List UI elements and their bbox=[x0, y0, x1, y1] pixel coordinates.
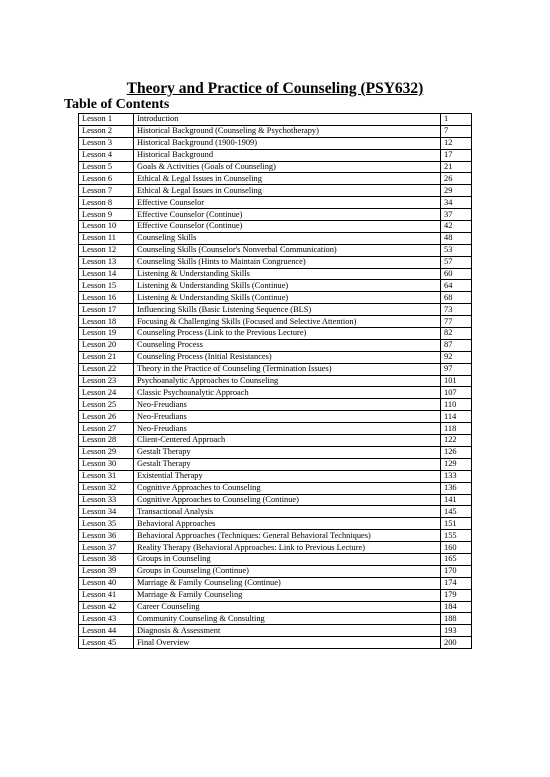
toc-title-cell: Groups in Counseling bbox=[134, 553, 441, 565]
toc-page-cell: 200 bbox=[441, 637, 472, 649]
toc-title-cell: Cognitive Approaches to Counseling bbox=[134, 482, 441, 494]
toc-page-cell: 136 bbox=[441, 482, 472, 494]
toc-page-cell: 1 bbox=[441, 114, 472, 126]
toc-body bbox=[79, 114, 472, 649]
toc-lesson-cell: Lesson 20 bbox=[79, 339, 134, 351]
toc-lesson-cell: Lesson 19 bbox=[79, 328, 134, 340]
toc-lesson-cell: Lesson 16 bbox=[79, 292, 134, 304]
toc-row bbox=[79, 387, 472, 399]
toc-page-cell: 101 bbox=[441, 375, 472, 387]
toc-row bbox=[79, 232, 472, 244]
toc-page-cell: 160 bbox=[441, 542, 472, 554]
toc-title-cell: Counseling Process bbox=[134, 339, 441, 351]
toc-row bbox=[79, 589, 472, 601]
toc-lesson-cell: Lesson 17 bbox=[79, 304, 134, 316]
toc-title-cell: Transactional Analysis bbox=[134, 506, 441, 518]
toc-title-cell: Counseling Process (Initial Resistances) bbox=[134, 351, 441, 363]
toc-title-cell: Historical Background (Counseling & Psychotherapy) bbox=[134, 125, 441, 137]
toc-row bbox=[79, 280, 472, 292]
toc-page-cell: 193 bbox=[441, 625, 472, 637]
toc-lesson-cell: Lesson 43 bbox=[79, 613, 134, 625]
toc-row bbox=[79, 411, 472, 423]
toc-page-cell: 179 bbox=[441, 589, 472, 601]
toc-row bbox=[79, 542, 472, 554]
toc-lesson-cell: Lesson 42 bbox=[79, 601, 134, 613]
document-title: Theory and Practice of Counseling (PSY632) bbox=[126, 80, 424, 97]
toc-page-cell: 26 bbox=[441, 173, 472, 185]
toc-title-cell: Effective Counselor bbox=[134, 197, 441, 209]
toc-row bbox=[79, 339, 472, 351]
toc-row bbox=[79, 470, 472, 482]
toc-lesson-cell: Lesson 34 bbox=[79, 506, 134, 518]
toc-row bbox=[79, 601, 472, 613]
toc-lesson-cell: Lesson 25 bbox=[79, 399, 134, 411]
toc-title-cell: Cognitive Approaches to Counseling (Continue) bbox=[134, 494, 441, 506]
toc-row bbox=[79, 256, 472, 268]
toc-lesson-cell: Lesson 6 bbox=[79, 173, 134, 185]
toc-lesson-cell: Lesson 18 bbox=[79, 316, 134, 328]
toc-heading: Table of Contents bbox=[64, 97, 170, 112]
toc-row bbox=[79, 114, 472, 126]
toc-lesson-cell: Lesson 32 bbox=[79, 482, 134, 494]
toc-row bbox=[79, 173, 472, 185]
toc-title-cell: Theory in the Practice of Counseling (Termination Issues) bbox=[134, 363, 441, 375]
toc-row bbox=[79, 149, 472, 161]
toc-title-cell: Historical Background bbox=[134, 149, 441, 161]
toc-lesson-cell: Lesson 30 bbox=[79, 458, 134, 470]
toc-page-cell: 60 bbox=[441, 268, 472, 280]
toc-title-cell: Final Overview bbox=[134, 637, 441, 649]
toc-lesson-cell: Lesson 11 bbox=[79, 232, 134, 244]
toc-page-cell: 188 bbox=[441, 613, 472, 625]
toc-lesson-cell: Lesson 36 bbox=[79, 530, 134, 542]
toc-lesson-cell: Lesson 4 bbox=[79, 149, 134, 161]
toc-row bbox=[79, 458, 472, 470]
toc-row bbox=[79, 494, 472, 506]
toc-row bbox=[79, 553, 472, 565]
toc-lesson-cell: Lesson 24 bbox=[79, 387, 134, 399]
toc-page-cell: 122 bbox=[441, 435, 472, 447]
toc-page-cell: 64 bbox=[441, 280, 472, 292]
toc-title-cell: Listening & Understanding Skills (Continue) bbox=[134, 280, 441, 292]
toc-lesson-cell: Lesson 3 bbox=[79, 137, 134, 149]
toc-row bbox=[79, 446, 472, 458]
toc-row bbox=[79, 565, 472, 577]
toc-title-cell: Introduction bbox=[134, 114, 441, 126]
toc-row bbox=[79, 577, 472, 589]
toc-lesson-cell: Lesson 21 bbox=[79, 351, 134, 363]
toc-page-cell: 97 bbox=[441, 363, 472, 375]
toc-lesson-cell: Lesson 14 bbox=[79, 268, 134, 280]
toc-lesson-cell: Lesson 1 bbox=[79, 114, 134, 126]
toc-title-cell: Psychoanalytic Approaches to Counseling bbox=[134, 375, 441, 387]
toc-page-cell: 57 bbox=[441, 256, 472, 268]
toc-row bbox=[79, 613, 472, 625]
toc-page-cell: 17 bbox=[441, 149, 472, 161]
toc-page-cell: 129 bbox=[441, 458, 472, 470]
toc-title-cell: Ethical & Legal Issues in Counseling bbox=[134, 185, 441, 197]
toc-title-cell: Ethical & Legal Issues in Counseling bbox=[134, 173, 441, 185]
toc-row bbox=[79, 304, 472, 316]
toc-title-cell: Counseling Process (Link to the Previous Lecture) bbox=[134, 328, 441, 340]
toc-page-cell: 184 bbox=[441, 601, 472, 613]
toc-lesson-cell: Lesson 2 bbox=[79, 125, 134, 137]
toc-row bbox=[79, 363, 472, 375]
toc-title-cell: Classic Psychoanalytic Approach bbox=[134, 387, 441, 399]
toc-table bbox=[78, 113, 472, 649]
toc-lesson-cell: Lesson 13 bbox=[79, 256, 134, 268]
toc-page-cell: 21 bbox=[441, 161, 472, 173]
toc-lesson-cell: Lesson 31 bbox=[79, 470, 134, 482]
toc-page-cell: 110 bbox=[441, 399, 472, 411]
toc-lesson-cell: Lesson 35 bbox=[79, 518, 134, 530]
toc-row bbox=[79, 351, 472, 363]
toc-page-cell: 12 bbox=[441, 137, 472, 149]
toc-row bbox=[79, 292, 472, 304]
toc-page-cell: 170 bbox=[441, 565, 472, 577]
toc-row bbox=[79, 637, 472, 649]
toc-row bbox=[79, 625, 472, 637]
toc-row bbox=[79, 423, 472, 435]
toc-lesson-cell: Lesson 9 bbox=[79, 209, 134, 221]
toc-lesson-cell: Lesson 26 bbox=[79, 411, 134, 423]
toc-row bbox=[79, 316, 472, 328]
toc-page-cell: 133 bbox=[441, 470, 472, 482]
toc-title-cell: Career Counseling bbox=[134, 601, 441, 613]
toc-page-cell: 37 bbox=[441, 209, 472, 221]
toc-page-cell: 73 bbox=[441, 304, 472, 316]
toc-page-cell: 126 bbox=[441, 446, 472, 458]
toc-row bbox=[79, 161, 472, 173]
toc-page-cell: 48 bbox=[441, 232, 472, 244]
toc-lesson-cell: Lesson 12 bbox=[79, 244, 134, 256]
toc-page-cell: 118 bbox=[441, 423, 472, 435]
toc-page-cell: 77 bbox=[441, 316, 472, 328]
toc-lesson-cell: Lesson 38 bbox=[79, 553, 134, 565]
toc-row bbox=[79, 328, 472, 340]
toc-lesson-cell: Lesson 7 bbox=[79, 185, 134, 197]
toc-row bbox=[79, 197, 472, 209]
toc-row bbox=[79, 125, 472, 137]
toc-lesson-cell: Lesson 23 bbox=[79, 375, 134, 387]
toc-row bbox=[79, 221, 472, 233]
toc-row bbox=[79, 185, 472, 197]
toc-page-cell: 34 bbox=[441, 197, 472, 209]
toc-title-cell: Marriage & Family Counseling (Continue) bbox=[134, 577, 441, 589]
toc-title-cell: Existential Therapy bbox=[134, 470, 441, 482]
toc-page-cell: 87 bbox=[441, 339, 472, 351]
toc-title-cell: Diagnosis & Assessment bbox=[134, 625, 441, 637]
toc-title-cell: Effective Counselor (Continue) bbox=[134, 221, 441, 233]
toc-row bbox=[79, 518, 472, 530]
toc-row bbox=[79, 435, 472, 447]
toc-title-cell: Historical Background (1900-1909) bbox=[134, 137, 441, 149]
toc-lesson-cell: Lesson 27 bbox=[79, 423, 134, 435]
toc-lesson-cell: Lesson 5 bbox=[79, 161, 134, 173]
toc-title-cell: Client-Centered Approach bbox=[134, 435, 441, 447]
toc-title-cell: Neo-Freudians bbox=[134, 411, 441, 423]
toc-title-cell: Counseling Skills bbox=[134, 232, 441, 244]
toc-title-cell: Neo-Freudians bbox=[134, 423, 441, 435]
toc-row bbox=[79, 530, 472, 542]
toc-row bbox=[79, 268, 472, 280]
toc-title-cell: Counseling Skills (Hints to Maintain Congruence) bbox=[134, 256, 441, 268]
toc-title-cell: Gestalt Therapy bbox=[134, 458, 441, 470]
toc-row bbox=[79, 506, 472, 518]
toc-row bbox=[79, 482, 472, 494]
toc-page-cell: 151 bbox=[441, 518, 472, 530]
toc-title-cell: Focusing & Challenging Skills (Focused and Selective Attention) bbox=[134, 316, 441, 328]
toc-page-cell: 145 bbox=[441, 506, 472, 518]
toc-title-cell: Influencing Skills (Basic Listening Sequence (BLS) bbox=[134, 304, 441, 316]
toc-title-cell: Neo-Freudians bbox=[134, 399, 441, 411]
toc-title-cell: Effective Counselor (Continue) bbox=[134, 209, 441, 221]
toc-lesson-cell: Lesson 41 bbox=[79, 589, 134, 601]
toc-page-cell: 107 bbox=[441, 387, 472, 399]
toc-title-cell: Goals & Activities (Goals of Counseling) bbox=[134, 161, 441, 173]
toc-title-cell: Community Counseling & Consulting bbox=[134, 613, 441, 625]
toc-page-cell: 53 bbox=[441, 244, 472, 256]
toc-title-cell: Behavioral Approaches bbox=[134, 518, 441, 530]
toc-page-cell: 29 bbox=[441, 185, 472, 197]
toc-lesson-cell: Lesson 44 bbox=[79, 625, 134, 637]
toc-page-cell: 92 bbox=[441, 351, 472, 363]
toc-page-cell: 82 bbox=[441, 328, 472, 340]
toc-lesson-cell: Lesson 29 bbox=[79, 446, 134, 458]
toc-row bbox=[79, 137, 472, 149]
toc-lesson-cell: Lesson 22 bbox=[79, 363, 134, 375]
toc-title-cell: Reality Therapy (Behavioral Approaches: Link to Previous Lecture) bbox=[134, 542, 441, 554]
toc-title-cell: Marriage & Family Counseling bbox=[134, 589, 441, 601]
toc-page-cell: 68 bbox=[441, 292, 472, 304]
toc-lesson-cell: Lesson 8 bbox=[79, 197, 134, 209]
toc-title-cell: Groups in Counseling (Continue) bbox=[134, 565, 441, 577]
toc-page-cell: 165 bbox=[441, 553, 472, 565]
toc-lesson-cell: Lesson 40 bbox=[79, 577, 134, 589]
toc-lesson-cell: Lesson 45 bbox=[79, 637, 134, 649]
toc-lesson-cell: Lesson 15 bbox=[79, 280, 134, 292]
toc-title-cell: Counseling Skills (Counselor's Nonverbal Communication) bbox=[134, 244, 441, 256]
toc-page-cell: 114 bbox=[441, 411, 472, 423]
toc-lesson-cell: Lesson 33 bbox=[79, 494, 134, 506]
toc-row bbox=[79, 209, 472, 221]
toc-row bbox=[79, 244, 472, 256]
toc-lesson-cell: Lesson 39 bbox=[79, 565, 134, 577]
toc-page-cell: 7 bbox=[441, 125, 472, 137]
toc-title-cell: Behavioral Approaches (Techniques: General Behavioral Techniques) bbox=[134, 530, 441, 542]
toc-row bbox=[79, 375, 472, 387]
toc-title-cell: Listening & Understanding Skills bbox=[134, 268, 441, 280]
toc-row bbox=[79, 399, 472, 411]
toc-lesson-cell: Lesson 37 bbox=[79, 542, 134, 554]
toc-lesson-cell: Lesson 10 bbox=[79, 221, 134, 233]
toc-page-cell: 141 bbox=[441, 494, 472, 506]
toc-page-cell: 42 bbox=[441, 221, 472, 233]
toc-page-cell: 155 bbox=[441, 530, 472, 542]
toc-title-cell: Listening & Understanding Skills (Continue) bbox=[134, 292, 441, 304]
toc-title-cell: Gestalt Therapy bbox=[134, 446, 441, 458]
toc-page-cell: 174 bbox=[441, 577, 472, 589]
toc-lesson-cell: Lesson 28 bbox=[79, 435, 134, 447]
